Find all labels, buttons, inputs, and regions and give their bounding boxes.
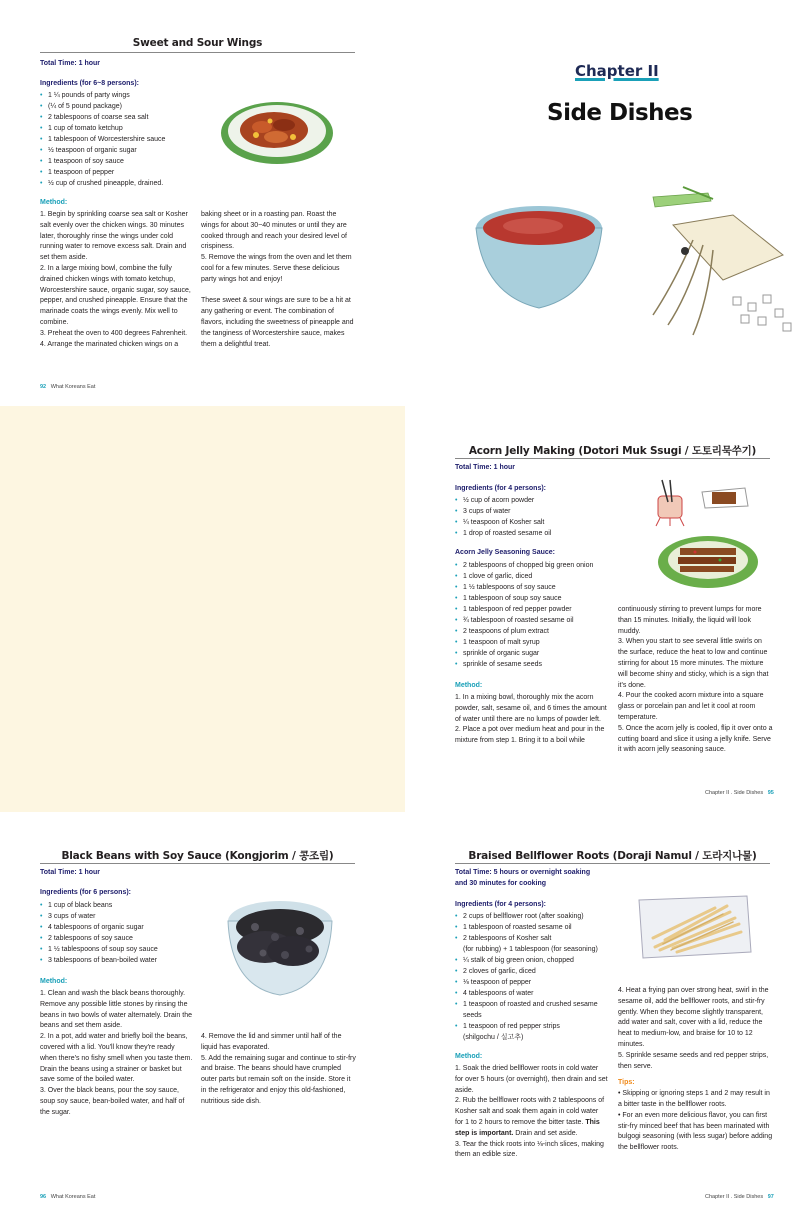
running-head: Chapter II . Side Dishes bbox=[705, 1194, 764, 1200]
method-column-2 bbox=[618, 986, 773, 1154]
ingredient-item: • ½ teaspoon of organic sugar bbox=[40, 145, 220, 156]
ingredients-heading: Ingredients (for 4 persons): bbox=[455, 485, 547, 492]
ingredient-item: • 1 teaspoon of soy sauce bbox=[40, 156, 220, 167]
total-time-line-1: Total Time: 5 hours or overnight soaking bbox=[455, 869, 591, 876]
ingredient-item: • 1 tablespoon of Worcestershire sauce bbox=[40, 134, 220, 145]
page-97 bbox=[405, 812, 810, 1218]
method-step: 1. In a mixing bowl, thoroughly mix the acorn powder, salt, sesame oil, and 6 times the amount of water until there are no lumps of powder left. bbox=[455, 694, 607, 723]
ingredient-item: • 1 cup of tomato ketchup bbox=[40, 123, 220, 134]
ingredient-item: • 1 ½ tablespoons of soup soy sauce bbox=[40, 944, 220, 955]
page-footer bbox=[705, 790, 774, 796]
ingredient-item: • 1 teaspoon of red pepper strips bbox=[455, 1021, 630, 1032]
method-step: 1. Clean and wash the black beans thoroughly. Remove any possible little stones by rinsing the beans in two bowls of water alternately. Drain the beans and set them aside. bbox=[40, 990, 193, 1030]
method-column-2 bbox=[201, 1032, 356, 1108]
sauce-item: • ¾ tablespoon of roasted sesame oil bbox=[455, 615, 645, 626]
method-heading: Method: bbox=[40, 199, 68, 206]
method-column-1 bbox=[40, 210, 192, 350]
squid-illustration bbox=[613, 185, 803, 345]
method-step: 3. When you start to see several little swirls on the surface, reduce the heat to low and continue stirring for about 15 more minutes. The mixture will become shiny and sticky, which is a sign that it's done. bbox=[618, 638, 769, 689]
method-column-1 bbox=[40, 989, 193, 1119]
method-step: 5. Once the acorn jelly is cooled, flip it over onto a cutting board and slice it using a jelly knife. Serve it with acorn jelly seasoning sauce. bbox=[618, 724, 773, 754]
ingredient-item: • 4 tablespoons of organic sugar bbox=[40, 922, 220, 933]
ingredient-item: • 1 ¼ pounds of party wings bbox=[40, 90, 220, 101]
ingredient-item: • 2 cups of bellflower root (after soaking) bbox=[455, 911, 630, 922]
method-step bbox=[455, 1096, 608, 1139]
running-head: Chapter II . Side Dishes bbox=[705, 790, 764, 796]
total-time: Total Time: 1 hour bbox=[455, 464, 516, 471]
method-step: continuously stirring to prevent lumps for more than 15 minutes. Initially, the liquid will look muddy. bbox=[618, 606, 762, 635]
ingredients-heading: Ingredients (for 4 persons): bbox=[455, 901, 547, 908]
method-step: 2. In a large mixing bowl, combine the fully drained chicken wings with tomato ketchup, Worcestershire sauce, organic sugar, soy sauce, pepper, and crushed pineapple. Ensure that the marinade coats the wings evenly. Mix well to combine. bbox=[40, 264, 191, 326]
ingredient-item: • 1 teaspoon of roasted and crushed sesame bbox=[455, 999, 630, 1010]
page-number: 95 bbox=[767, 790, 774, 796]
title-rule bbox=[40, 863, 355, 864]
method-step: 1. Begin by sprinkling coarse sea salt or Kosher salt evenly over the chicken wings. 30 minutes later, thoroughly rinse the wings under cold running water to remove excess salt. Drain and set them aside. bbox=[40, 211, 188, 262]
method-step: 4. Pour the cooked acorn mixture into a square glass or porcelain pan and let it cool at room temperature. bbox=[618, 692, 764, 721]
acorn-jelly-illustration bbox=[650, 478, 770, 598]
sauce-item: • 1 teaspoon of malt syrup bbox=[455, 637, 645, 648]
recipe-title: Braised Bellflower Roots (Doraji Namul / 도라지나물) bbox=[468, 850, 757, 862]
paragraph-gap bbox=[201, 286, 356, 297]
method-step: 5. Add the remaining sugar and continue to stir-fry and braise. The beans should have crumpled outer parts but remain soft on the inside. Store it in the refrigerator and enjoy this old-fashioned, nutritious side dish. bbox=[201, 1054, 356, 1105]
method-column-2 bbox=[618, 605, 773, 756]
method-step: 5. Sprinkle sesame seeds and red pepper strips, then serve. bbox=[618, 1051, 769, 1070]
sauce-item: • 1 tablespoon of soup soy sauce bbox=[455, 593, 645, 604]
sauce-item: • 1 ½ tablespoons of soy sauce bbox=[455, 582, 645, 593]
method-column-2 bbox=[201, 210, 356, 350]
page-footer bbox=[705, 1194, 774, 1200]
step-text: Drain and set aside. bbox=[513, 1129, 578, 1137]
running-head: What Koreans Eat bbox=[50, 384, 96, 390]
ingredient-list bbox=[40, 90, 220, 189]
ingredient-item: • 2 cloves of garlic, diced bbox=[455, 966, 630, 977]
method-column-1 bbox=[455, 1064, 608, 1161]
ingredient-item: • ¼ stalk of big green onion, chopped bbox=[455, 955, 630, 966]
ingredient-item: • 1 drop of roasted sesame oil bbox=[455, 528, 635, 539]
method-step: 3. Preheat the oven to 400 degrees Fahrenheit. bbox=[40, 329, 188, 337]
method-step: 2. Place a pot over medium heat and pour in the mixture from step 1. Bring it to a boil while bbox=[455, 726, 605, 745]
ingredients-heading: Ingredients (for 6 persons): bbox=[40, 889, 132, 896]
recipe-title: Sweet and Sour Wings bbox=[132, 37, 263, 49]
sauce-list bbox=[455, 560, 645, 670]
method-step: 4. Heat a frying pan over strong heat, swirl in the sesame oil, add the bellflower roots, and stir-fry gently. When they become slightly transparent, add water and salt, cover with a lid, reduce the heat to medium-low, and braise for 10 to 12 minutes. bbox=[618, 987, 769, 1048]
running-head: What Koreans Eat bbox=[50, 1194, 96, 1200]
recipe-title: Black Beans with Soy Sauce (Kongjorim / 콩조림) bbox=[61, 850, 334, 862]
method-heading: Method: bbox=[40, 978, 68, 985]
tip-item: • For an even more delicious flavor, you can first stir-fry minced beef that has been marinated with bulgogi seasoning (with less sugar) before adding the bellflower roots. bbox=[618, 1111, 773, 1152]
closing-paragraph: These sweet & sour wings are sure to be a hit at any gathering or event. The combination of flavors, including the sweetness of pineapple and the tanginess of Worcestershire sauce, makes them a delightful treat. bbox=[201, 297, 354, 348]
chapter-title: Side Dishes bbox=[547, 100, 693, 126]
method-step: 2. In a pot, add water and briefly boil the beans, covered with a lid. You'll know they're ready when there's no fishy smell when you taste them. Drain the beans using a strainer or basket but save some of the boiled water. bbox=[40, 1033, 193, 1084]
title-rule bbox=[455, 458, 770, 459]
ingredient-item: • ½ cup of acorn powder bbox=[455, 495, 635, 506]
total-time-line-2: and 30 minutes for cooking bbox=[455, 880, 547, 887]
recipe-title: Acorn Jelly Making (Dotori Muk Ssugi / 도토리묵쑤기) bbox=[468, 445, 757, 457]
bellflower-roots-illustration bbox=[635, 892, 755, 962]
blank-page bbox=[0, 406, 405, 812]
method-column-1 bbox=[455, 693, 608, 747]
ingredient-item: • 2 tablespoons of coarse sea salt bbox=[40, 112, 220, 123]
method-step: 3. Tear the thick roots into ⅛-inch slices, making them an edible size. bbox=[455, 1140, 604, 1159]
page-chapter-opener bbox=[405, 0, 810, 406]
ingredient-item: • 3 tablespoons of bean-boiled water bbox=[40, 955, 220, 966]
sauce-item: • sprinkle of sesame seeds bbox=[455, 659, 645, 670]
ingredient-item: (shilgochu / 실고추) bbox=[463, 1034, 524, 1041]
chapter-label: Chapter II bbox=[575, 62, 659, 80]
step-text: 2. Rub the bellflower roots with 2 tablespoons of Kosher salt and soak them again in cold water for 1 to 2 hours to remove the bitter taste. bbox=[455, 1097, 605, 1126]
ingredient-item: • 2 tablespoons of Kosher salt bbox=[455, 933, 630, 944]
ingredient-item: • 4 tablespoons of water bbox=[455, 988, 630, 999]
method-heading: Method: bbox=[455, 1053, 483, 1060]
total-time: Total Time: 1 hour bbox=[40, 869, 101, 876]
ingredient-item: • 2 tablespoons of soy sauce bbox=[40, 933, 220, 944]
ingredient-item: • 3 cups of water bbox=[455, 506, 635, 517]
wings-plate-illustration bbox=[218, 97, 336, 167]
page-footer bbox=[40, 384, 95, 390]
page-number: 96 bbox=[40, 1194, 47, 1200]
sauce-item: • 1 clove of garlic, diced bbox=[455, 571, 645, 582]
sauce-item: • 1 tablespoon of red pepper powder bbox=[455, 604, 645, 615]
sauce-item: • sprinkle of organic sugar bbox=[455, 648, 645, 659]
page-95 bbox=[405, 406, 810, 812]
soup-bowl-illustration bbox=[473, 200, 605, 312]
tip-item: • Skipping or ignoring steps 1 and 2 may result in a bitter taste in the bellflower roots. bbox=[618, 1090, 770, 1108]
page-92 bbox=[0, 0, 405, 406]
ingredient-item: • 3 cups of water bbox=[40, 911, 220, 922]
method-heading: Method: bbox=[455, 682, 483, 689]
sauce-item: • 2 teaspoons of plum extract bbox=[455, 626, 645, 637]
ingredient-item: • ½ cup of crushed pineapple, drained. bbox=[40, 178, 220, 189]
black-beans-illustration bbox=[225, 897, 335, 999]
ingredient-item: • 1 cup of black beans bbox=[40, 900, 220, 911]
method-step: 1. Soak the dried bellflower roots in cold water for over 5 hours (or overnight), then drain and set aside. bbox=[455, 1065, 608, 1094]
ingredient-item: • ¼ teaspoon of Kosher salt bbox=[455, 517, 635, 528]
ingredient-list bbox=[455, 495, 635, 539]
title-rule bbox=[40, 52, 355, 53]
ingredient-item: • 1 tablespoon of roasted sesame oil bbox=[455, 922, 630, 933]
method-step: 4. Remove the lid and simmer until half of the liquid has evaporated. bbox=[201, 1033, 342, 1051]
ingredient-item: seeds bbox=[463, 1012, 482, 1019]
page-96 bbox=[0, 812, 405, 1218]
method-step: 3. Over the black beans, pour the soy sauce, soup soy sauce, bean-boiled water, and half of the sugar. bbox=[40, 1087, 185, 1116]
method-step: 5. Remove the wings from the oven and let them cool for a few minutes. Serve these delicious party wings hot and enjoy! bbox=[201, 254, 352, 283]
important-note: This step is important. bbox=[455, 1118, 600, 1137]
page-footer bbox=[40, 1194, 95, 1200]
ingredient-item: • (¼ of 5 pound package) bbox=[40, 101, 220, 112]
sauce-item: • 2 tablespoons of chopped big green onion bbox=[455, 560, 645, 571]
tips-heading: Tips: bbox=[618, 1079, 635, 1087]
title-rule bbox=[455, 863, 770, 864]
ingredient-item: (for rubbing) + 1 tablespoon (for seasoning) bbox=[463, 946, 598, 953]
ingredient-list bbox=[40, 900, 220, 966]
method-step: baking sheet or in a roasting pan. Roast the wings for about 30~40 minutes or until they are cooked through and reach your desired level of crispiness. bbox=[201, 211, 347, 251]
ingredient-item: • 1 teaspoon of pepper bbox=[40, 167, 220, 178]
total-time: Total Time: 1 hour bbox=[40, 60, 101, 67]
page-number: 97 bbox=[767, 1194, 774, 1200]
ingredient-item: • ⅛ teaspoon of pepper bbox=[455, 977, 630, 988]
ingredient-list bbox=[455, 911, 630, 1043]
ingredients-heading: Ingredients (for 6~8 persons): bbox=[40, 80, 139, 87]
sauce-heading: Acorn Jelly Seasoning Sauce: bbox=[455, 549, 555, 556]
method-step: 4. Arrange the marinated chicken wings on a bbox=[40, 340, 179, 348]
page-number: 92 bbox=[40, 384, 47, 390]
